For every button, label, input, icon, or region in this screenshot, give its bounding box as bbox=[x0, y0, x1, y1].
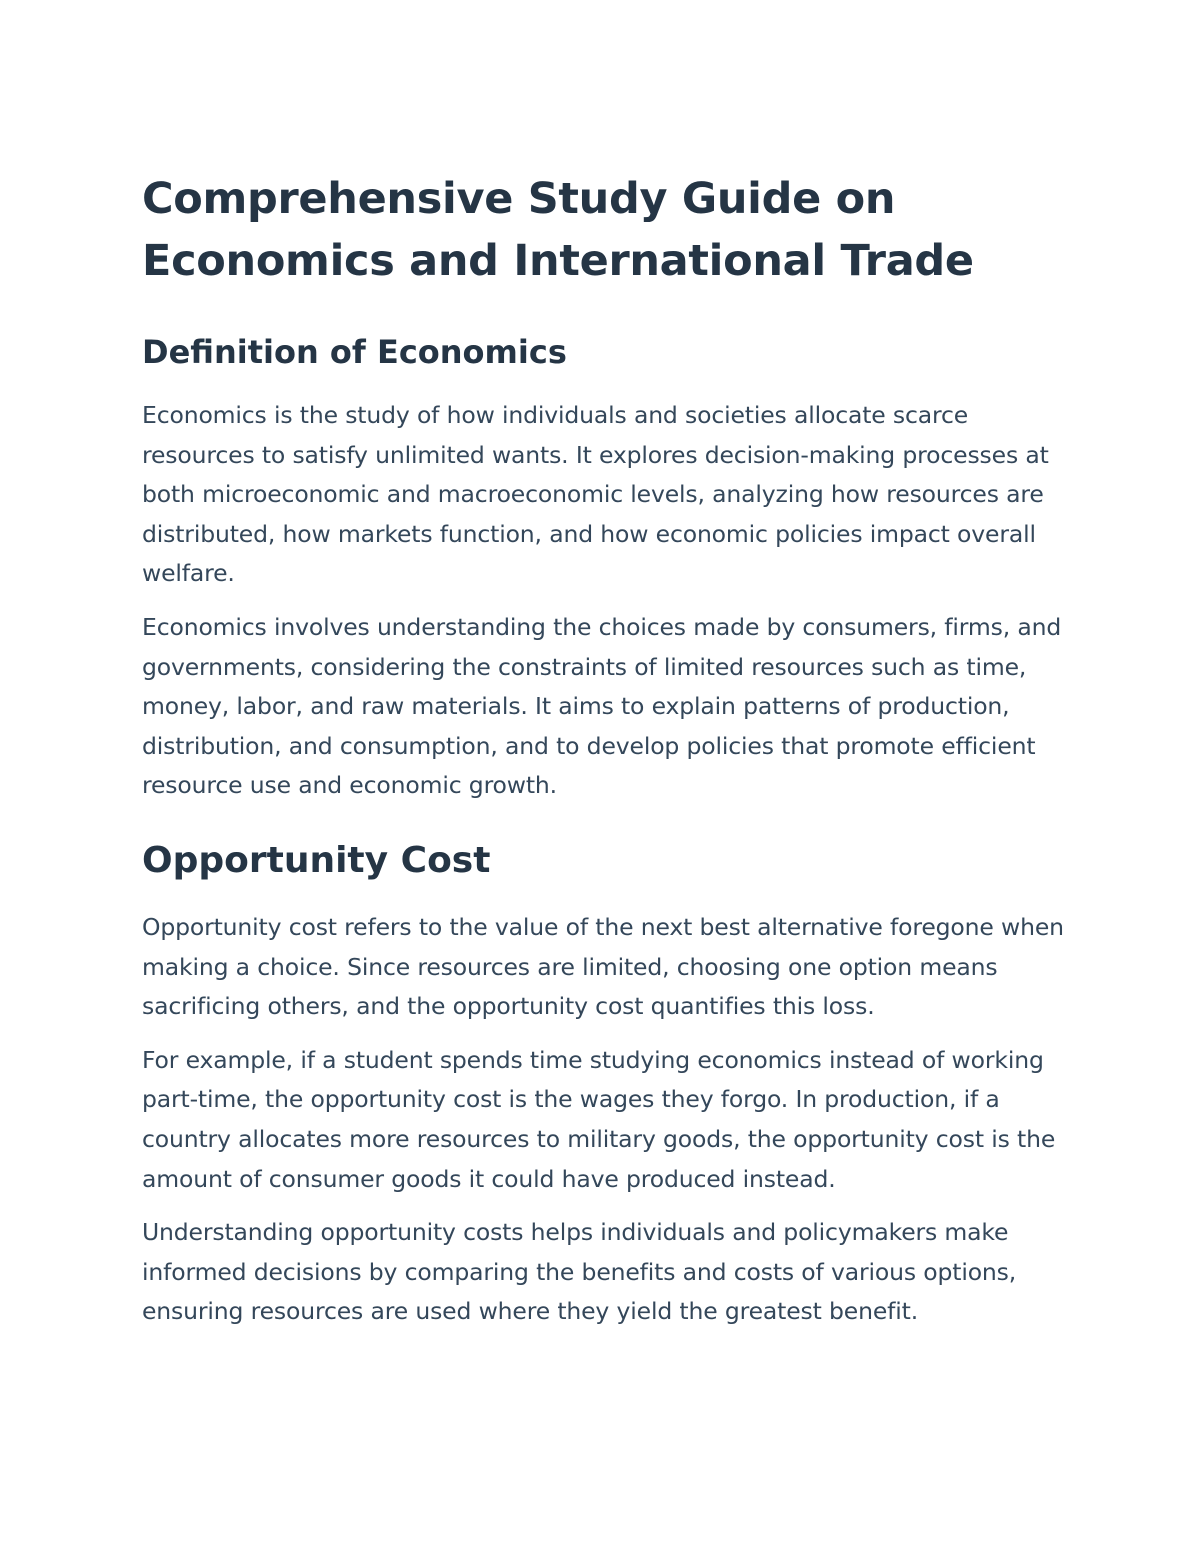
section-heading: Opportunity Cost bbox=[142, 839, 491, 881]
section-heading: Definition of Economics bbox=[142, 333, 567, 371]
paragraph: Understanding opportunity costs helps individuals and policymakers make informed decisions by comparing the benefits and costs of various options, ensuring resources are used where they yield the greatest benefit. bbox=[142, 1218, 1017, 1326]
paragraph: Opportunity cost refers to the value of the next best alternative foregone when making a choice. Since resources are limited, choosing one option means sacrificing others, and the opportunity cost quantifies this loss. bbox=[142, 912, 1064, 1021]
section-definition-of-economics bbox=[142, 330, 1072, 806]
document-title: Comprehensive Study Guide on Economics and International Trade bbox=[142, 174, 974, 286]
paragraph: Economics is the study of how individuals and societies allocate scarce resources to satisfy unlimited wants. It explores decision-making processes at both microeconomic and macroeconomic levels, analyzing how resources are distributed, how markets function, and how economic policies impact overall welfare. bbox=[142, 401, 1049, 588]
document-page bbox=[142, 168, 1072, 1346]
paragraph: Economics involves understanding the choices made by consumers, firms, and governments, considering the constraints of limited resources such as time, money, labor, and raw materials. It aims to explain patterns of production, distribution, and consumption, and to develop policies that promote efficient resource use and economic growth. bbox=[142, 612, 1062, 800]
section-opportunity-cost bbox=[142, 836, 1072, 1332]
paragraph: For example, if a student spends time studying economics instead of working part-time, the opportunity cost is the wages they forgo. In production, if a country allocates more resources to military goods, the opportunity cost is the amount of consumer goods it could have produced instead. bbox=[142, 1045, 1056, 1193]
